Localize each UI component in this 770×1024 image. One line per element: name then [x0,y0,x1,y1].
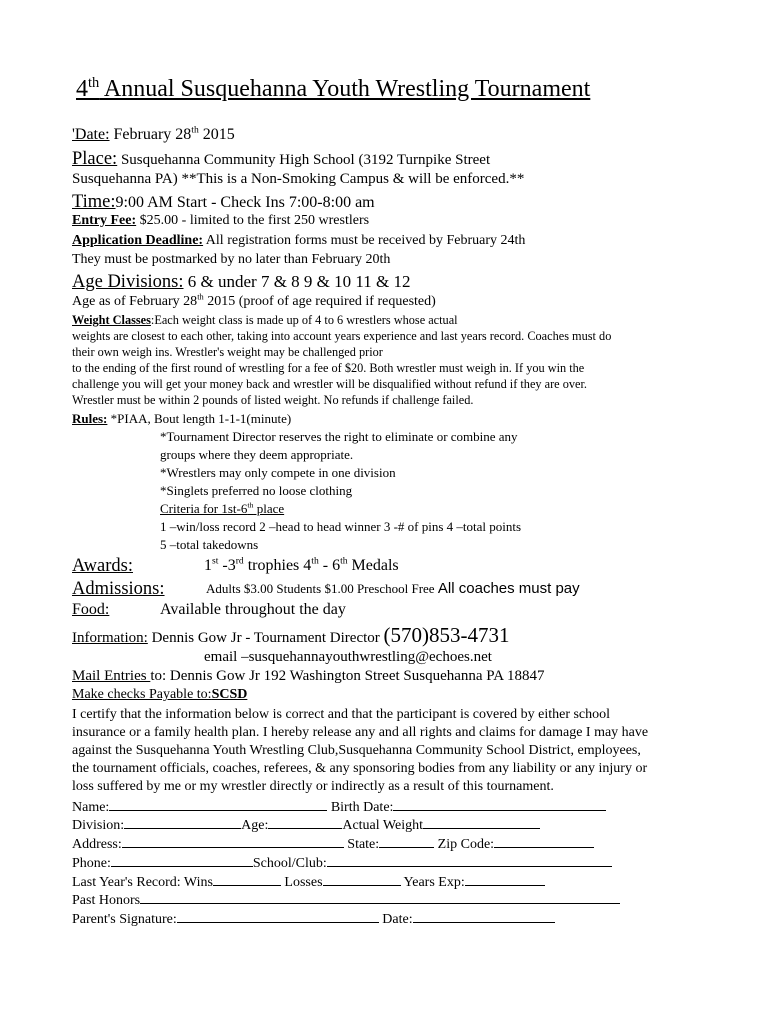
division-field[interactable] [124,815,241,829]
weight-text-line: Wrestler must be within 2 pounds of listed weight. No refunds if challenge failed. [72,393,474,407]
division-label: Division: [72,818,125,833]
page-title: 4th Annual Susquehanna Youth Wrestling Tournament [76,75,591,102]
phone-row [72,853,612,871]
criteria-item: 5 –total takedowns [160,537,259,552]
deadline-line: Application Deadline: All registration forms must be received by February 24th [72,233,526,248]
age-label: Age: [241,818,269,833]
zip-label: Zip Code: [434,837,495,852]
awards-text: 1st -3rd trophies 4th - 6th Medals [204,555,399,574]
rule-item: *Wrestlers may only compete in one division [160,465,396,480]
address-label: Address: [72,837,122,852]
losses-label: Losses [280,875,323,890]
postmark-line: They must be postmarked by no later than February 20th [72,252,391,267]
record-label: Last Year's Record: Wins [72,875,213,890]
actual-weight-field[interactable] [423,815,540,829]
age-divisions-line: Age Divisions: 6 & under 7 & 8 9 & 10 11 & 12 [72,272,411,292]
birth-date-label: Birth Date: [327,800,394,815]
rule-item: *Tournament Director reserves the right to eliminate or combine any [160,429,518,444]
weight-text-line: weights are closest to each other, taking into account years experience and last years record. Coaches must do [72,329,612,343]
admissions-text: Adults $3.00 Students $1.00 Preschool Free All coaches must pay [206,580,580,597]
losses-field[interactable] [323,872,401,886]
criteria-item: 1 –win/loss record 2 –head to head winner 3 -# of pins 4 –total points [160,519,522,534]
time-line: Time:9:00 AM Start - Check Ins 7:00-8:00 am [72,192,375,212]
awards-line: Awards: [72,556,133,576]
years-exp-label: Years Exp: [400,875,465,890]
food-label: Food: [72,601,110,618]
certify-text: the tournament officials, coaches, referees, & any sponsoring bodies from any liability or any injury or [72,761,648,776]
actual-weight-label: Actual Weight [342,818,423,833]
name-field[interactable] [109,797,327,811]
years-exp-field[interactable] [465,872,545,886]
honors-label: Past Honors [72,893,141,908]
school-field[interactable] [327,853,612,867]
checks-payable-line: Make checks Payable to:SCSD [72,687,248,702]
rule-item: groups where they deem appropriate. [160,447,354,462]
criteria-heading: Criteria for 1st-6th place [160,500,285,516]
address-field[interactable] [122,834,344,848]
record-row [72,872,545,890]
state-field[interactable] [379,834,434,848]
wins-field[interactable] [213,872,281,886]
signature-label: Parent's Signature: [72,912,177,927]
honors-field[interactable] [140,890,620,904]
signature-field[interactable] [177,909,379,923]
certify-text: loss suffered by me or my wrestler directly or indirectly as a result of this tournament. [72,779,554,794]
certify-text: I certify that the information below is correct and that the participant is covered by either school [72,707,611,722]
date-label: Date: [378,912,413,927]
entry-fee-line: Entry Fee: $25.00 - limited to the first 250 wrestlers [72,213,370,228]
name-label: Name: [72,800,110,815]
rules-line: Rules: *PIAA, Bout length 1-1-1(minute) [72,411,292,426]
place-line-2: Susquehanna PA) **This is a Non-Smoking Campus & will be enforced.** [72,171,525,187]
zip-field[interactable] [494,834,594,848]
school-label: School/Club: [252,856,327,871]
age-as-of-line: Age as of February 28th 2015 (proof of age required if requested) [72,292,436,309]
division-row [72,815,540,833]
admissions-label: Admissions: [72,579,165,599]
age-field[interactable] [268,815,342,829]
weight-classes-line: Weight Classes:Each weight class is made up of 4 to 6 wrestlers whose actual [72,313,458,327]
mail-entries-line: Mail Entries to: Dennis Gow Jr 192 Washington Street Susquehanna PA 18847 [72,668,545,684]
email-line: email –susquehannayouthwrestling@echoes.net [204,649,492,665]
phone-label: Phone: [72,856,111,871]
place-line: Place: Susquehanna Community High School (3192 Turnpike Street [72,149,491,169]
name-row [72,797,606,815]
weight-text-line: to the ending of the first round of wrestling for a fee of $20. Both wrestler must weigh in. If you win the [72,361,585,375]
honors-row [72,890,620,908]
information-line: Information: Dennis Gow Jr - Tournament Director (570)853-4731 [72,623,510,647]
food-text: Available throughout the day [160,601,346,618]
weight-text-line: challenge you will get your money back and wrestler will be disqualified without refund if they are over. [72,377,587,391]
date-field[interactable] [413,909,555,923]
state-label: State: [343,837,380,852]
certify-text: insurance or a family health plan. I hereby release any and all rights and claims for damage I may have [72,725,649,740]
phone-field[interactable] [111,853,253,867]
date-line: 'Date: February 28th 2015 [72,124,235,143]
rule-item: *Singlets preferred no loose clothing [160,483,353,498]
signature-row [72,909,555,927]
address-row [72,834,594,852]
birth-date-field[interactable] [393,797,606,811]
weight-text-line: their own weigh ins. Wrestler's weight may be challenged prior [72,345,383,359]
certify-text: against the Susquehanna Youth Wrestling Club,Susquehanna Community School District, employees, [72,743,641,758]
